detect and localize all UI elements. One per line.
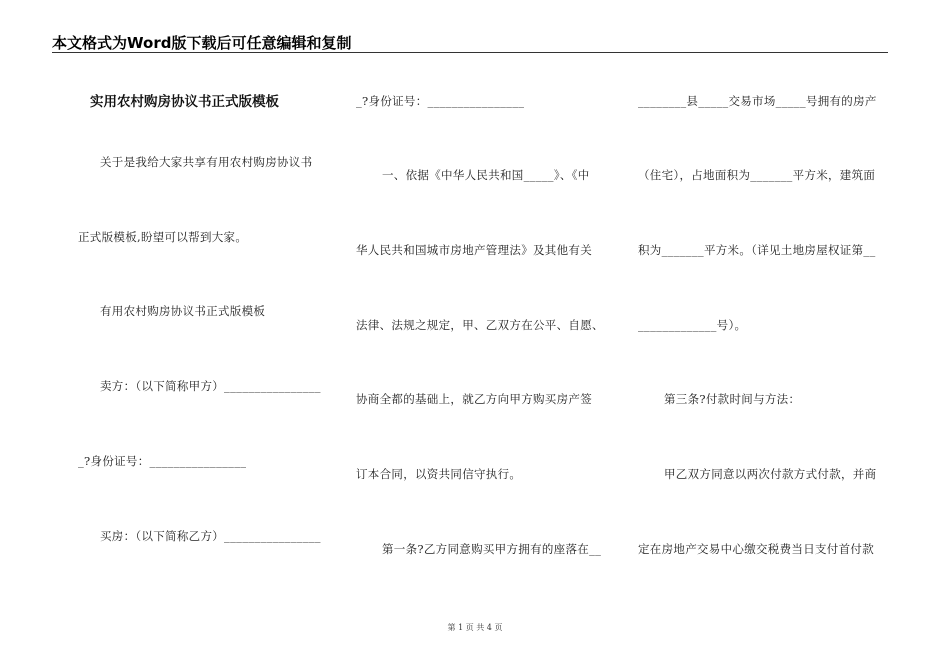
- document-title: 实用农村购房协议书正式版模板: [90, 94, 279, 110]
- column-3: [638, 0, 898, 672]
- paragraph-line: 甲乙双方同意以两次付款方式付款，并商: [664, 467, 877, 481]
- paragraph-line: 法律、法规之规定，甲、乙双方在公平、自愿、: [356, 318, 604, 332]
- buyer-line: 买房：（以下简称乙方）________________: [100, 529, 321, 543]
- buyer-id-line: _?身份证号：________________: [356, 94, 525, 108]
- column-2: [356, 0, 616, 672]
- paragraph-line: 华人民共和国城市房地产管理法》及其他有关: [356, 243, 592, 257]
- seller-line: 卖方：（以下简称甲方）________________: [100, 379, 321, 393]
- paragraph-line: _____________号）。: [638, 318, 747, 332]
- paragraph-line: 关于是我给大家共享有用农村购房协议书: [100, 155, 313, 169]
- column-1: [74, 0, 334, 672]
- paragraph-line: 积为_______平方米。（详见土地房屋权证第__: [638, 243, 876, 257]
- paragraph-line: 正式版模板,盼望可以帮到大家。: [78, 230, 248, 244]
- paragraph-line: ________县_____交易市场_____号拥有的房产: [638, 94, 877, 108]
- paragraph-line: 有用农村购房协议书正式版模板: [100, 304, 266, 318]
- paragraph-line: 一、依据《中华人民共和国_____》、《中: [382, 168, 590, 182]
- article-1-line: 第一条?乙方同意购买甲方拥有的座落在__: [382, 542, 602, 556]
- paragraph-line: 协商全都的基础上，就乙方向甲方购买房产签: [356, 392, 592, 406]
- seller-id-line: _?身份证号：________________: [78, 454, 247, 468]
- paragraph-line: 订本合同，以资共同信守执行。: [356, 467, 522, 481]
- paragraph-line: 定在房地产交易中心缴交税费当日支付首付款: [638, 542, 874, 556]
- article-3-heading: 第三条?付款时间与方法：: [664, 392, 801, 406]
- page-number: 第 1 页 共 4 页: [447, 623, 503, 632]
- header-banner: 本文格式为Word版下载后可任意编辑和复制: [52, 34, 888, 53]
- paragraph-line: （住宅），占地面积为_______平方米，建筑面: [638, 168, 876, 182]
